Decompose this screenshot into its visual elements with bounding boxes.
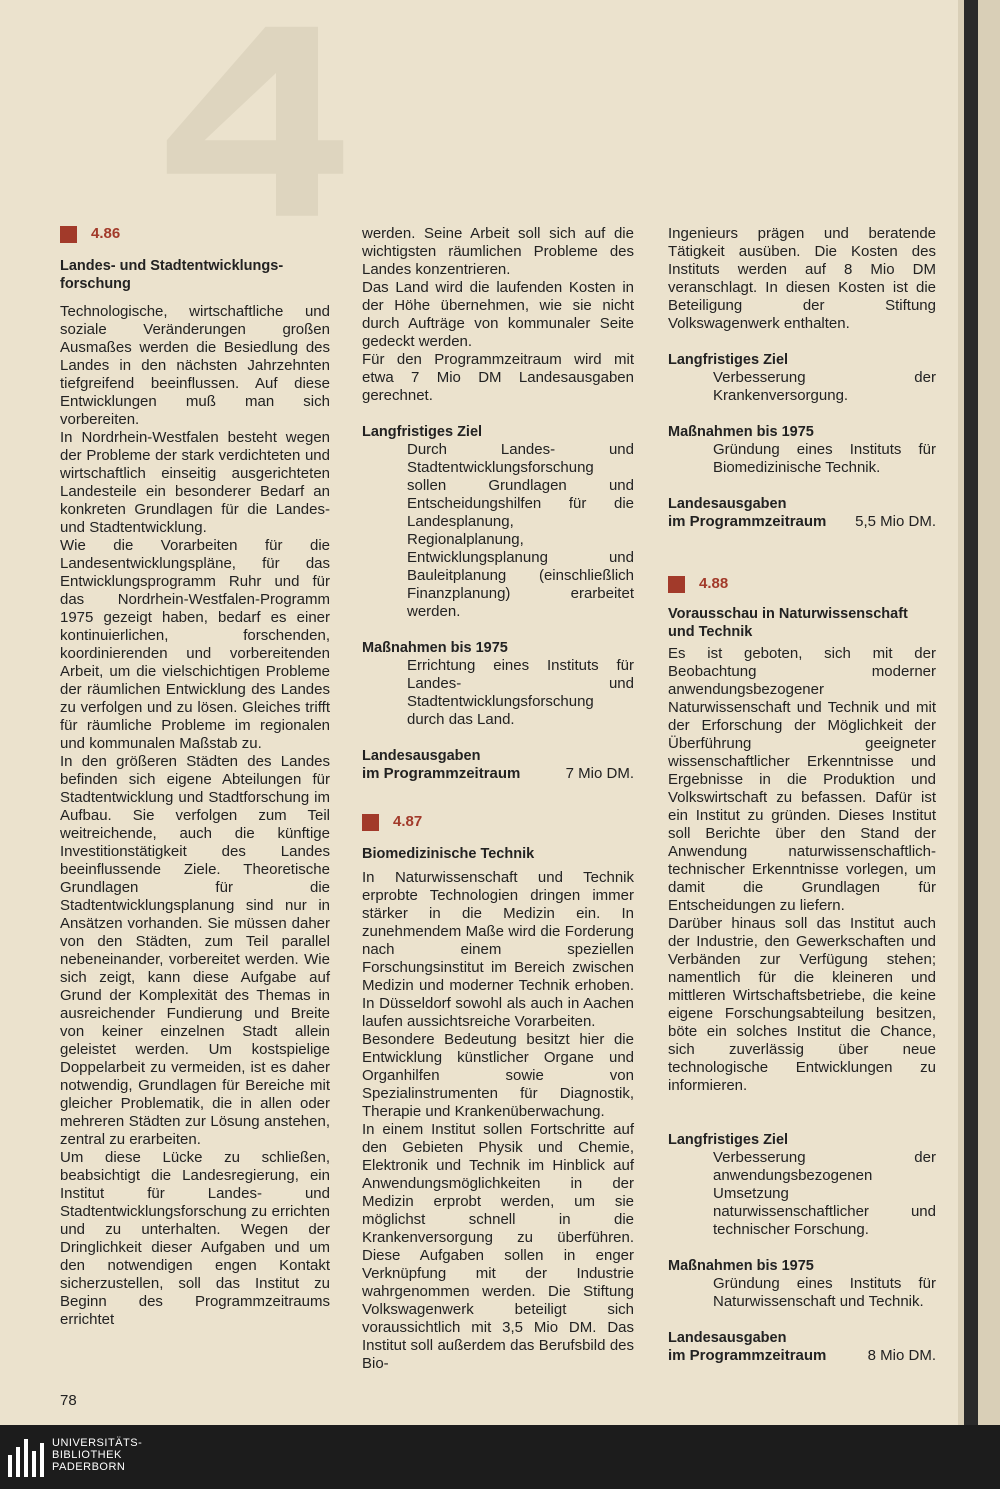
budget-row	[362, 765, 634, 783]
column-2	[362, 225, 634, 1373]
paragraph: Ingenieurs prägen und beratende Tätigkeit ausüben. Die Kosten des Instituts werden auf 8 Mio DM veranschlagt. In diesen Kosten ist die Beteiligung der Stiftung Volkswagenwerk enthalten.	[668, 225, 936, 332]
goal-label: Langfristiges Ziel	[362, 424, 483, 440]
budget-value: 8 Mio DM.	[867, 1347, 936, 1364]
goal-label: Langfristiges Ziel	[668, 1132, 789, 1148]
paragraph: Um diese Lücke zu schließen, beabsichtigt die Landesregierung, ein Institut für Landes- und Stadtentwicklungsforschung zu errichten und zu unterhalten. Wegen der Dringlichkeit dieser Aufgaben und um den notwendigen engen Kontakt sicherzustellen, soll das Institut zu Beginn des Programmzeitraums errichtet	[60, 1149, 330, 1328]
section-marker-icon	[60, 226, 77, 243]
budget-value: 7 Mio DM.	[565, 765, 634, 782]
chapter-number-watermark	[150, 10, 360, 220]
budget-label: Landesausgaben	[668, 496, 787, 512]
budget-row	[668, 1347, 936, 1365]
goal-label: Langfristiges Ziel	[668, 352, 789, 368]
budget-label: im Programmzeitraum	[668, 513, 827, 530]
paragraph: Technologische, wirtschaftliche und soziale Veränderungen großen Ausmaßes werden die Besiedlung des Landes in den nächsten Jahrzehnten tiefgreifend beeinflussen. Auf diese Entwicklungen muß man sich vorbereiten.	[60, 303, 330, 428]
budget-value: 5,5 Mio DM.	[855, 513, 936, 530]
library-logo-icon	[8, 1439, 44, 1477]
budget-row	[668, 513, 936, 531]
paragraph: Darüber hinaus soll das Institut auch der Industrie, den Gewerkschaften und Verbänden zur Verfügung stehen; namentlich für die kleineren und mittleren Wirtschaftsbetriebe, die keine eigene Forschungsabteilung besitzen, böte ein solches Institut die Chance, sich zuverlässig über neue technologische Entwicklungen zu informieren.	[668, 915, 936, 1094]
paragraph: Wie die Vorarbeiten für die Landesentwicklungspläne, für das Entwicklungsprogramm Ruhr und für das Nordrhein-Westfalen-Programm 1975 gezeigt haben, bedarf es einer kontinuierlichen, forschenden, koordinierenden und vorbereitenden Arbeit, um die vielschichtigen Probleme der räumlichen Entwicklung des Landes zu verfolgen und zu lösen. Gleiches trifft für räumliche Probleme im regionalen und kommunalen Maßstab zu.	[60, 537, 330, 752]
section-number: 4.88	[668, 575, 936, 593]
section-marker-icon	[668, 576, 685, 593]
budget-label: im Programmzeitraum	[668, 1347, 827, 1364]
goal-text: Verbesserung der anwendungsbezogenen Umsetzung naturwissenschaftlicher und technischer Forschung.	[713, 1149, 936, 1238]
measures-text: Gründung eines Instituts für Naturwissenschaft und Technik.	[713, 1275, 936, 1310]
paragraph: In Naturwissenschaft und Technik erprobte Technologien dringen immer stärker in die Medizin ein. In zunehmendem Maße wird die Forderung nach einem speziellen Forschungsinstitut im Bereich zwischen Medizin und moderner Technik erhoben. In Düsseldorf sowohl als auch in Aachen laufen aussichtsreiche Vorarbeiten.	[362, 869, 634, 1030]
measures-label: Maßnahmen bis 1975	[668, 424, 814, 440]
paragraph: werden. Seine Arbeit soll sich auf die wichtigsten räumlichen Probleme des Landes konzentrieren.	[362, 225, 634, 278]
library-name: UNIVERSITÄTS- BIBLIOTHEK PADERBORN	[52, 1437, 143, 1473]
section-number: 4.87	[362, 813, 634, 831]
column-3	[668, 225, 936, 1365]
paragraph: In den größeren Städten des Landes befinden sich eigene Abteilungen für Stadtentwicklung und Stadtforschung im Aufbau. Sie verfolgen zum Teil weitreichende, auch die künftige Investitionstätigkeit des Landes beeinflussende Ziele. Theoretische Grundlagen für die Stadtentwicklungsplanung sind nur in Ansätzen vorhanden. Sie müssen daher von den Städten, zum Teil parallel nebeneinander, vorbereitet werden. Wie sich zeigt, kann diese Aufgabe auf Grund der Komplexität des Themas in ausreichender Fundierung und Breite von keiner einzelnen Stadt allein geleistet werden. Um kostspielige Doppelarbeit zu vermeiden, ist es daher notwendig, Grundlagen für Bereiche mit gleicher Problematik, die in allen oder mehreren Städten zur Lösung anstehen, zentral zu erarbeiten.	[60, 753, 330, 1148]
measures-text: Gründung eines Instituts für Biomedizinische Technik.	[713, 441, 936, 476]
section-number: 4.86	[60, 225, 330, 243]
paragraph: Für den Programmzeitraum wird mit etwa 7 Mio DM Landesausgaben gerechnet.	[362, 351, 634, 404]
section-title: Landes- und Stadtentwicklungs-forschung	[60, 258, 284, 292]
section-title: Biomedizinische Technik	[362, 846, 535, 862]
section-marker-icon	[362, 814, 379, 831]
budget-label: Landesausgaben	[362, 748, 481, 764]
budget-label: im Programmzeitraum	[362, 765, 521, 782]
paragraph: In Nordrhein-Westfalen besteht wegen der Probleme der stark verdichteten und wirtschaftlich einseitig ausgerichteten Landesteile ein besonderer Bedarf an konkreten Grundlagen für die Landes- und Stadtentwicklung.	[60, 429, 330, 536]
measures-label: Maßnahmen bis 1975	[362, 640, 508, 656]
budget-label: Landesausgaben	[668, 1330, 787, 1346]
paragraph: In einem Institut sollen Fortschritte auf den Gebieten Physik und Chemie, Elektronik und Technik im Hinblick auf Anwendungsmöglichkeiten in der Medizin erprobt werden, um sie möglichst schnell in die Krankenversorgung zu überführen. Diese Aufgaben sollen in enger Verknüpfung mit der Industrie wahrgenommen werden. Die Stiftung Volkswagenwerk beteiligt sich voraussichtlich mit 3,5 Mio DM. Das Institut soll außerdem das Berufsbild des Bio-	[362, 1121, 634, 1372]
paragraph: Das Land wird die laufenden Kosten in der Höhe übernehmen, wie sie nicht durch Aufträge von kommunaler Seite gedeckt werden.	[362, 279, 634, 350]
paragraph: Besondere Bedeutung besitzt hier die Entwicklung künstlicher Organe und Organhilfen sowie von Spezialinstrumenten für Diagnostik, Therapie und Krankenüberwachung.	[362, 1031, 634, 1120]
measures-label: Maßnahmen bis 1975	[668, 1258, 814, 1274]
next-page-edge	[958, 0, 1000, 1425]
measures-text: Errichtung eines Instituts für Landes- und Stadtentwicklungsforschung durch das Land.	[407, 657, 634, 728]
column-1	[60, 225, 330, 1329]
library-footer	[0, 1425, 1000, 1489]
section-title: Vorausschau in Naturwissenschaft und Technik	[668, 606, 908, 640]
paragraph: Es ist geboten, sich mit der Beobachtung moderner anwendungsbezogener Naturwissenschaft und Technik und mit der Erforschung der Möglichkeit der Überführung geeigneter wissenschaftlicher Erkenntnisse und Ergebnisse in die Produktion und Volkswirtschaft zu befassen. Dafür ist ein Institut zu gründen. Dieses Institut soll Berichte über den Stand der Anwendung naturwissenschaftlich-technischer Erkenntnisse vorlegen, um damit die Grundlagen für Entscheidungen zu liefern.	[668, 645, 936, 914]
goal-text: Verbesserung der Krankenversorgung.	[713, 369, 936, 404]
goal-text: Durch Landes- und Stadtentwicklungsforschung sollen Grundlagen und Entscheidungshilfen für die Landesplanung, Regionalplanung, Entwicklungsplanung und Bauleitplanung (einschließlich Finanzplanung) erarbeitet werden.	[407, 441, 634, 620]
page-number: 78	[60, 1392, 77, 1409]
